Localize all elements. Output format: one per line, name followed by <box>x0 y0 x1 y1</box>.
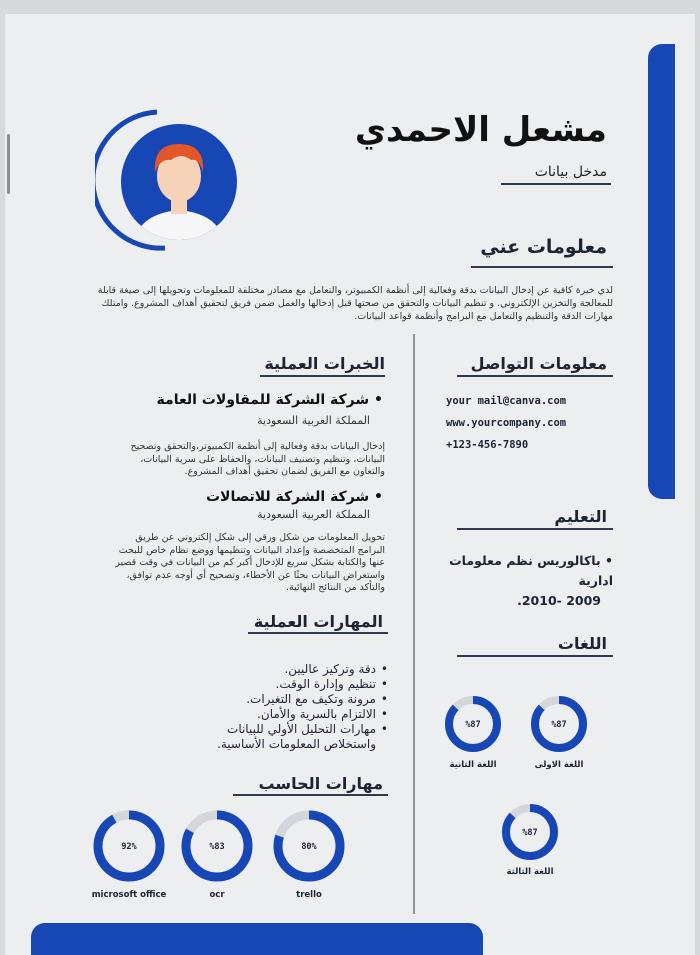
language-3-label: اللغة الثالثة <box>506 867 554 877</box>
experience-2-title: • شركة الشركة للاتصالات <box>205 489 383 505</box>
computer-skills-heading: مهارات الحاسب <box>258 774 383 793</box>
skill-item: • مرونة وتكيف مع التغيرات. <box>195 692 388 707</box>
skill-ocr-ring <box>177 806 257 886</box>
education-heading: التعليم <box>554 507 607 526</box>
job-title-underline <box>501 183 611 185</box>
contact-email[interactable]: your mail@canva.com <box>446 395 567 407</box>
computer-skills-heading-underline <box>233 794 388 796</box>
skill-office-ring <box>89 806 169 886</box>
person-name: مشعل الاحمدي <box>354 110 607 150</box>
education-degree: • باكالوريس نظم معلومات ادارية <box>449 553 613 588</box>
experience-1-location: المملكة العربية السعودية <box>257 414 370 427</box>
languages-heading-underline <box>457 655 613 657</box>
language-3-percent: %87 <box>522 828 538 838</box>
resume-page <box>5 14 695 955</box>
contact-heading-underline <box>457 375 613 377</box>
about-heading-underline <box>471 266 613 268</box>
languages-heading: اللغات <box>557 634 607 653</box>
job-title: مدخل بيانات <box>534 164 607 180</box>
skill-office-percent: 92% <box>121 842 137 852</box>
experience-1-description: إدخال البيانات بدقة وفعالية إلى أنظمة الكمبيوتر،والتحقق وتصحيح البيانات، وتنظيم وتصنيف البيانات، والحفاظ على سرية البيانات، والتعاون مع الفريق لضمان تحقيق أهداف المشروع. <box>130 441 385 477</box>
skill-ocr-label: ocr <box>209 890 225 900</box>
experience-heading-underline <box>260 375 385 377</box>
language-2-label: اللغة الثانية <box>449 760 497 770</box>
contact-heading: معلومات التواصل <box>470 354 607 373</box>
practical-skills-heading: المهارات العملية <box>253 612 383 631</box>
practical-skills-list <box>195 662 388 752</box>
practical-skills-heading-underline <box>248 632 388 634</box>
accent-side-bar <box>648 44 675 499</box>
language-1-ring <box>527 692 591 756</box>
accent-bottom-bar <box>31 923 483 955</box>
experience-heading: الخبرات العملية <box>264 354 385 373</box>
education-heading-underline <box>457 528 613 530</box>
scroll-indicator <box>7 134 10 194</box>
about-heading: معلومات عني <box>480 236 607 258</box>
language-3-ring <box>498 800 562 864</box>
experience-2-location: المملكة العربية السعودية <box>257 508 370 521</box>
skill-item: • الالتزام بالسرية والأمان. <box>195 707 388 722</box>
skill-item: • تنظيم وإدارة الوقت. <box>195 677 388 692</box>
skill-trello-ring <box>269 806 349 886</box>
skill-ocr-percent: %83 <box>209 842 225 852</box>
about-text: لدي خبرة كافية عن إدخال البيانات بدقة وفعالية إلى أنظمة الكمبيوتر، والتعامل مع مصادر مختلفة للمعلومات وتحويلها إلى صيغة قابلة للمعالجة والتخزين الإلكتروني. و تنظيم البيانات والتحقق من صحتها قبل إدخالها والعمل ضمن فريق لتحقيق أهداف المشروع. وامتلك مهارات الدقة والتنظيم والتعامل مع البرامج وأنظمة قواعد البيانات. <box>97 285 613 322</box>
language-2-percent: %87 <box>465 720 481 730</box>
experience-1-title: • شركة الشركة للمقاولات العامة <box>156 392 383 408</box>
language-1-percent: %87 <box>551 720 567 730</box>
contact-website[interactable]: www.yourcompany.com <box>446 417 567 429</box>
skill-item: • مهارات التحليل الأولي للبيانات واستخلاص المعلومات الأساسية. <box>195 722 388 752</box>
contact-phone[interactable]: +123-456-7890 <box>446 439 529 451</box>
education-years: 2009 -2010. <box>517 593 601 608</box>
experience-2-description: تحويل المعلومات من شكل ورقي إلى شكل إلكتروني عن طريق البرامج المتخصصة وإعداد البيانات وتنظيمها ووضع نظام خاص للبحث عنها والكتابة بشكل سريع للإدخال أكبر كم من البيانات في وقت قصير واستعراض البيانات بحثًا عن الأخطاء، وتصحيح أي أوجه عدم توافق، والتأكد من النتائج النهائية. <box>115 532 385 593</box>
education-entry <box>445 551 613 611</box>
language-2-ring <box>441 692 505 756</box>
profile-avatar <box>95 106 245 256</box>
language-1-label: اللغة الاولى <box>534 760 584 770</box>
skill-trello-label: trello <box>296 890 322 900</box>
skill-item: • دقة وتركيز عاليين. <box>195 662 388 677</box>
skill-office-label: microsoft office <box>91 890 167 900</box>
skill-trello-percent: 80% <box>301 842 317 852</box>
column-divider <box>413 334 415 914</box>
